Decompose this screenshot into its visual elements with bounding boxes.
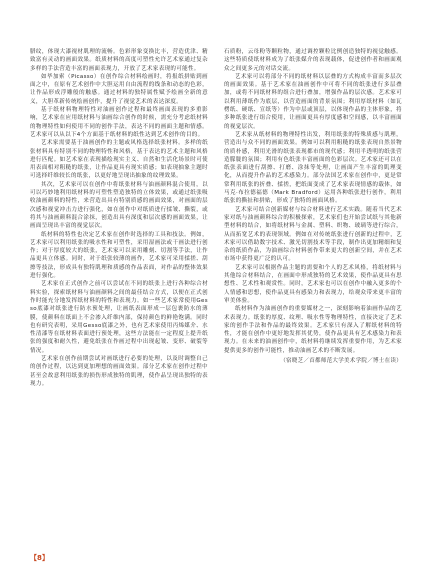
paragraph: 艺术家可以根据作品主题的需要和个人的艺术风格，将纸材料与其他综合材料结合，在画面中形成独特的艺术效果，使作品更具有思想性、艺术性和观赏性。同时，艺术家也可以在创作中融入更多的个人情感和思想，使作品更具有感染力和表现力，给观众带来更丰富的审美体验。	[224, 264, 402, 304]
article-body	[30, 48, 402, 548]
paragraph: 腊纹，体现大漆视材肌理的流畅。色彩形象变换比丰，营造优津、精致富有灵动的画面效果。纸质材料的高度可塑性允许艺术家通过复杂多样的手法营造丰富的画面表现力，开放了艺术家表现的可能性。	[30, 49, 208, 72]
paragraph: 艺术家从纸材料的物理特性出发，利用纸张的特殊质感与肌理，营造出与众不同的画面效果。例如可以利用粗糙的纸张表现自然景物的质朴感，利用光滑的纸张表现都市的现代感；利用半透明的纸张营造朦胧的氛围；利用有色纸张丰富画面的色彩层次。艺术家还可以在纸张表面进行刮擦、打磨、涂抹等处理，让画面产生丰富的肌理变化，从而提升作品的艺术感染力。部分法国艺术家在创作中，更是常常利用纸张的折叠、揉搓，把纸面变成了艺术家表现情感的载体，如马克·布拉德福德（Mark Bradford）运用各种纸张进行创作，利用纸张的撕扯和拼贴，形成了独特的画面风格。	[224, 131, 402, 205]
paragraph: 艺术家可结合创新媒材与综合材料进行艺术实践。随着当代艺术家对纸与油画颜料综合的积极探索，艺术家们也开始尝试纸与其他新型材料的结合，如将纸材料与金属、塑料、织物、玻璃等进行综合，从而拓宽艺术的表现领域。例如在对传统纸张进行创新的过程中，艺术家可以借助数字技术、激光切割技术等手段，制作出更加精细和复杂的纸质作品，为油画综合材料创作带来更大的创新空间，并在艺术市场中获得更广泛的认可。	[224, 206, 402, 263]
paragraph: 其次，艺术家可以在创作中将纸张材料与油画颜料混合使用，以可以巧妙地利用纸材料的可塑性塑造独特的立体效果，或通过纸张吸收油画颜料的特性，来营造出具有特别质感的画面效果，对画面的层次感和视觉冲击力进行强化，如在创作中对纸质进行揉皱、撕裂，或将其与油画颜料混合涂抹，创造出具有深度和层次感的画面效果，让画面呈现出丰富的视觉层次。	[30, 181, 208, 230]
paragraph: 艺术家在正式创作之前可以尝试在不同的纸张上进行各种综合材料实验，探索纸材料与油画颜料之间的最佳结合方式，以便在正式创作时能充分地发挥纸材料的特性和表现力。如一些艺术家常使用Gesso底漆对纸张进行防水预处理，让画纸表面形成一层包裹防水的薄膜，使颜料在纸面上不会渗入纤维内部，保持颜色的鲜艳饱满。同时也有研究表明，采用Gesso底漆之外，也有艺术家使用丙烯媒介、水性清漆等在纸材料表面进行预处理，这些方法能在一定程度上提升纸张的强度和耐久性，避免纸张在作画过程中出现起皱、变形、破裂等情况。	[30, 281, 208, 354]
paragraph: 如毕加索（Picasso）在创作综合材料绘画时，将报纸拼贴到画面之中，在原有艺术创作中大胆运用自由流程的线条和动态的色彩，让作品形成浮雕般的触感。通过材料的独特属性赋予绘画全新的意义，大胆革新传统绘画创作，提升了视觉艺术的表达深度。	[30, 73, 208, 105]
paragraph: 艺术家需要基于油画创作的主题或风格选择纸张材料。多样的纸张材料具有特别不同的物理特性和风格，基于表达的艺术主题和风格进行匹配。如艺术家在表现描绘现实主义、自然和生活化场景时可使用表面相对粗糙的纸张，让作品更具有现实质感；如表现抽象主题时可选择纤维较长的纸张，以更好地呈现出抽象的纹理效果。	[30, 140, 208, 180]
paragraph: 艺术家可以将部分不同的纸材料以层叠的方式构成丰富而多层次的画面效果。基于艺术家在油画创作中可将不同的纸张进行多层叠加，或将不同纸材料的组合进行叠加，增强作品的层次感。艺术家可以利用薄纸作为底层，以营造画面的背景氛围；利用厚纸材料（如瓦楞纸、硬纸、宣纸等）作为中层或顶层，以体现作品的主体形象，将多种纸张进行组合使用，让画面更具有厚度感和空间感，以丰富画面的视觉层次。	[224, 73, 402, 130]
author-signature: （宿晓芝／首都师范大学美术学院／博士在读）	[280, 357, 402, 364]
paragraph: 石质粉，云母粉等颗粒物，通过调控颗粒比例创造独特的视觉触感。这些特质使纸材料成为了纸张媒介的表现载体，促进创作者和画面观众之间更多元的对话交流。	[224, 49, 402, 72]
paragraph: 纸材料的特性也决定艺术家在创作时选择的工具和技法。例如，艺术家可以利用纸张的吸水性和可塑性，采用湿画法或干画法进行创作；对于厚度较大的纸张，艺术家可以采用雕刻、切割等手法，让作品更具立体感。同时，对于纸张较薄的画作，艺术家可采用揉搓、刮擦等技法，形成具有独特肌理和质感的作品表面，对作品的整体效果进行强化。	[30, 231, 208, 280]
left-column	[30, 48, 208, 548]
paragraph: 艺术家在创作前期尝试对画纸进行必要的处理，以及时调整自己的创作过程，以达到更加理想的画面效果。部分艺术家在创作过程中甚至会故意利用纸张的损伤形成独特的肌理，使作品呈现出独特的表现力。	[30, 355, 208, 387]
paragraph: 纸材料作为油画创作的重要媒材之一，深刻影响着油画作品的艺术表现力。纸张的厚度、纹理、吸水性等物理特性，直接决定了艺术家的创作手法和作品的最终效果。艺术家只有深入了解纸材料的特性，才能在创作中更好地发挥其优势，使作品更具有艺术感染力和表现力。在未来的油画创作中，纸材料将继续发挥重要作用，为艺术家提供更多的创作可能性，推动油画艺术的不断发展。	[224, 306, 402, 354]
page-number-value: 8	[37, 554, 42, 562]
right-column-paragraphs	[224, 48, 402, 355]
right-column	[224, 48, 402, 548]
paragraph: 基于纸材料物理特性对油画创作过程和最终画面表现的多重影响，艺术家在应用纸材料与油画综合创作的时候，需充分考虑纸材料的物理特性如何使用不同的创作手法，表达不同的画面主题和情感。艺术家可以从以下4个方面基于纸材料的纸性达到艺术创作的目的。	[30, 107, 208, 138]
page-number: 【8】	[30, 554, 49, 562]
